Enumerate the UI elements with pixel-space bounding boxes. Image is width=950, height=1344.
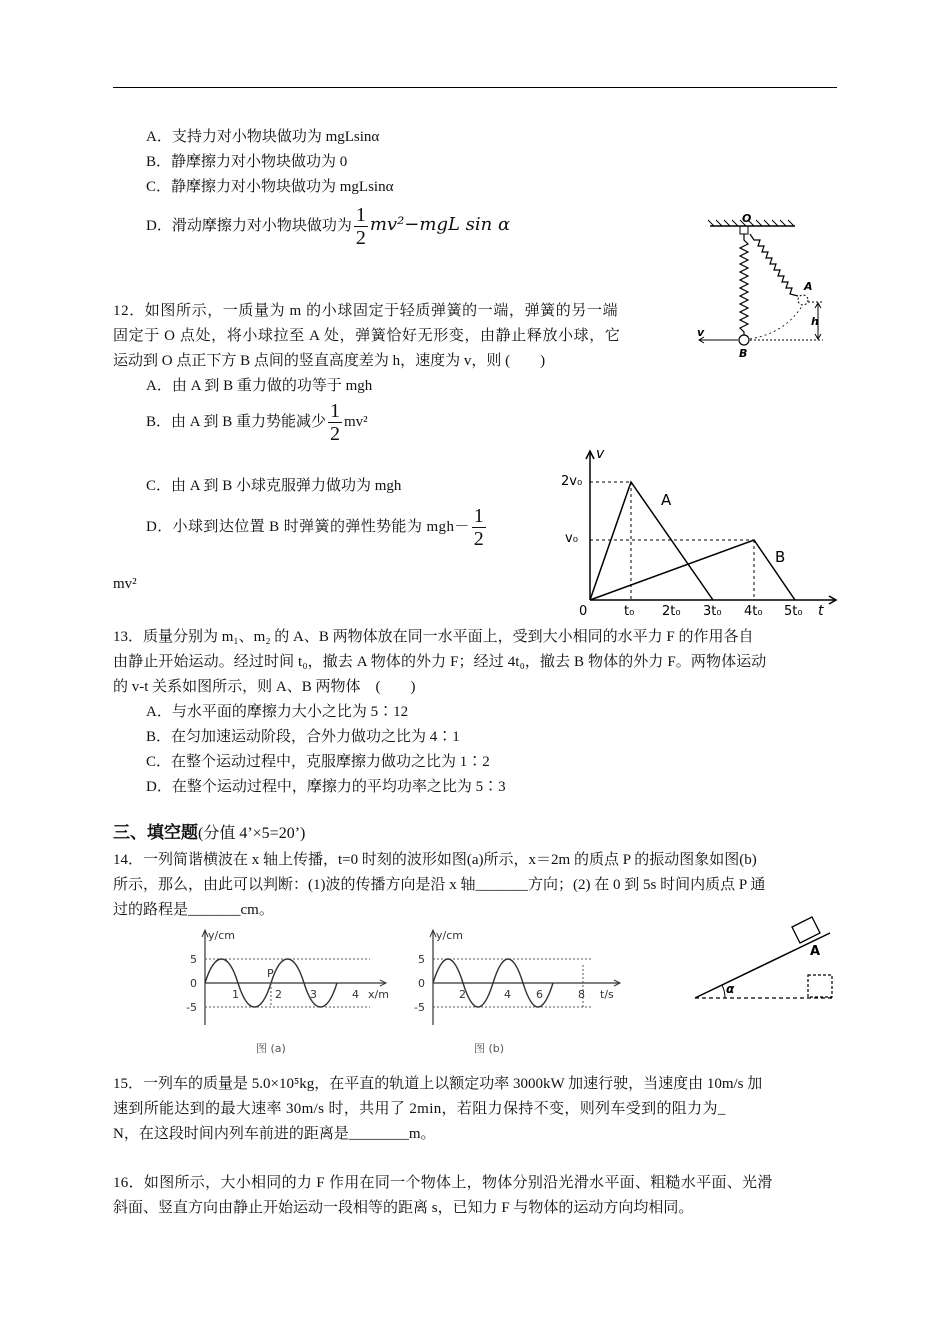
tick-2t0: 2t₀	[662, 604, 681, 619]
q13-option-c: C．在整个运动过程中，克服摩擦力做功之比为 1∶2	[146, 754, 490, 770]
q14-line-3: 过的路程是_______cm。	[113, 902, 274, 918]
wave-b-tick-x8: 8	[578, 988, 585, 1001]
q13-option-a: A．与水平面的摩擦力大小之比为 5∶12	[146, 704, 409, 720]
vertical-spring	[740, 234, 748, 335]
q14-line-1: 14．一列简谐横波在 x 轴上传播，t=0 时刻的波形如图(a)所示，x＝2m 的质点 P 的振动图象如图(b)	[113, 852, 757, 868]
wave-a-tick-x4: 4	[352, 988, 359, 1001]
wave-b-tick-x4: 4	[504, 988, 511, 1001]
q11-option-a: A．支持力对小物块做功为 mgLsinα	[146, 129, 380, 145]
q12-option-d	[146, 503, 488, 551]
q11-option-d-prefix: D．滑动摩擦力对小物块做功为	[146, 218, 352, 234]
q12-option-d-wrap: mv²	[113, 576, 137, 592]
tick-2v0: 2v₀	[561, 474, 583, 489]
frac-num: 1	[473, 505, 485, 528]
ball-b	[739, 335, 749, 345]
q12-line-3: 运动到 O 点正下方 B 点间的竖直高度差为 h，速度为 v，则 ( )	[113, 353, 546, 369]
q16-line-2: 斜面、竖直方向由静止开始运动一段相等的距离 s，已知力 F 与物体的运动方向均相同。	[113, 1200, 694, 1216]
frac-num: 1	[355, 204, 366, 227]
wave-a-x-label: x/m	[368, 988, 389, 1001]
wave-b-tick-0: 0	[418, 977, 425, 990]
ball-a	[798, 295, 808, 305]
q13-option-b: B．在匀加速运动阶段，合外力做功之比为 4∶1	[146, 729, 460, 745]
point-b-label: B	[739, 347, 748, 360]
q12-option-c: C．由 A 到 B 小球克服弹力做功为 mgh	[146, 478, 402, 494]
block-outline	[808, 975, 832, 997]
wave-a-tick-minus5: -5	[186, 1001, 197, 1014]
wave-a-tick-0: 0	[190, 977, 197, 990]
q12-option-b	[146, 398, 368, 446]
wave-b-caption: 图 (b)	[474, 1042, 505, 1055]
q11-option-d	[146, 202, 510, 249]
section-title	[113, 823, 305, 844]
line-a-label: A	[661, 491, 672, 509]
q11-option-d-expr: mv²−mgL sin α	[369, 214, 511, 235]
q12-option-b-suffix: mv²	[344, 414, 368, 430]
q15-line-3: N，在这段时间内列车前进的距离是________m。	[113, 1126, 436, 1142]
tick-3t0: 3t₀	[703, 604, 722, 619]
wave-b-x-label: t/s	[600, 988, 614, 1001]
wave-b-tick-5: 5	[418, 953, 425, 966]
wave-a-tick-x2: 2	[275, 988, 282, 1001]
vt-chart	[555, 445, 840, 620]
point-p-label: P	[267, 967, 274, 980]
q13-line-2: 由静止开始运动。经过时间 t₀，撤去 A 物体的外力 F；经过 4t₀，撤去 B 物体的外力 F。两物体运动	[113, 654, 767, 670]
section-title-rest: (分值 4’×5=20’)	[198, 825, 306, 842]
t-axis-label: t	[818, 603, 824, 619]
wave-a-y-label: y/cm	[208, 929, 235, 942]
wave-a-tick-x3: 3	[310, 988, 317, 1001]
header-rule	[113, 87, 837, 88]
frac-num: 1	[330, 400, 341, 423]
block-a-label: A	[810, 944, 821, 959]
wave-a-tick-5: 5	[190, 953, 197, 966]
tick-origin: 0	[579, 604, 588, 619]
point-o-label: O	[742, 212, 752, 225]
section-title-bold: 三、填空题	[113, 823, 198, 842]
line-b-label: B	[775, 548, 786, 566]
q15-line-1: 15．一列车的质量是 5.0×10⁵kg，在平直的轨道上以额定功率 3000kW 加速行驶，当速度由 10m/s 加	[113, 1076, 763, 1092]
wave-a-tick-x1: 1	[232, 988, 239, 1001]
wave-a-caption: 图 (a)	[256, 1042, 286, 1055]
velocity-v-label: v	[697, 326, 705, 339]
q12-line-1: 12．如图所示，一质量为 m 的小球固定于轻质弹簧的一端，弹簧的另一端	[113, 303, 619, 319]
q12-line-2: 固定于 O 点处，将小球拉至 A 处，弹簧恰好无形变，由静止释放小球，它	[113, 328, 621, 344]
q11-option-b: B．静摩擦力对小物块做功为 0	[146, 154, 348, 170]
q13-line-3: 的 v-t 关系如图所示，则 A、B 两物体 ( )	[113, 679, 416, 695]
fraction-half	[472, 505, 486, 550]
wave-b-tick-x6: 6	[536, 988, 543, 1001]
tick-t0: t₀	[624, 604, 635, 619]
tick-v0: v₀	[565, 531, 578, 546]
point-a-label: A	[804, 280, 813, 293]
q16-line-1: 16．如图所示，大小相同的力 F 作用在同一个物体上，物体分别沿光滑水平面、粗糙水平面、光滑	[113, 1175, 773, 1191]
q13-option-d: D．在整个运动过程中，摩擦力的平均功率之比为 5∶3	[146, 779, 506, 795]
wave-figure-a	[180, 925, 395, 1060]
stretched-spring	[750, 234, 798, 296]
tick-4t0: 4t₀	[744, 604, 763, 619]
angle-alpha-label: α	[726, 982, 735, 996]
height-h-label: h	[811, 315, 819, 328]
wave-figure-b	[408, 925, 628, 1060]
tick-5t0: 5t₀	[784, 604, 803, 619]
q13-line-1: 13．质量分别为 m₁、m₂ 的 A、B 两物体放在同一水平面上，受到大小相同的水平力 F 的作用各自	[113, 629, 754, 645]
spring-pendulum-figure	[690, 208, 840, 363]
wave-b-y-label: y/cm	[436, 929, 463, 942]
q12-option-a: A．由 A 到 B 重力做的功等于 mgh	[146, 378, 373, 394]
fraction-half	[354, 204, 368, 249]
q12-option-d-prefix: D．小球到达位置 B 时弹簧的弹性势能为 mgh－	[146, 519, 470, 535]
wave-b-tick-minus5: -5	[414, 1001, 425, 1014]
incline-figure	[690, 905, 840, 1005]
frac-den: 2	[330, 423, 341, 446]
q12-option-b-prefix: B．由 A 到 B 重力势能减少	[146, 414, 327, 430]
wave-b-tick-x2: 2	[459, 988, 466, 1001]
q14-line-2: 所示，那么，由此可以判断：(1)波的传播方向是沿 x 轴_______方向；(2) 在 0 到 5s 时间内质点 P 通	[113, 877, 766, 893]
frac-den: 2	[355, 227, 366, 250]
line-a	[590, 482, 713, 600]
q15-line-2: 速到所能达到的最大速率 30m/s 时，共用了 2min，若阻力保持不变，则列车受到的阻力为_	[113, 1101, 726, 1117]
frac-den: 2	[473, 528, 485, 551]
v-axis-label: v	[596, 446, 605, 462]
q11-option-c: C．静摩擦力对小物块做功为 mgLsinα	[146, 179, 394, 195]
incline-surface	[695, 933, 830, 998]
fraction-half	[328, 400, 342, 445]
